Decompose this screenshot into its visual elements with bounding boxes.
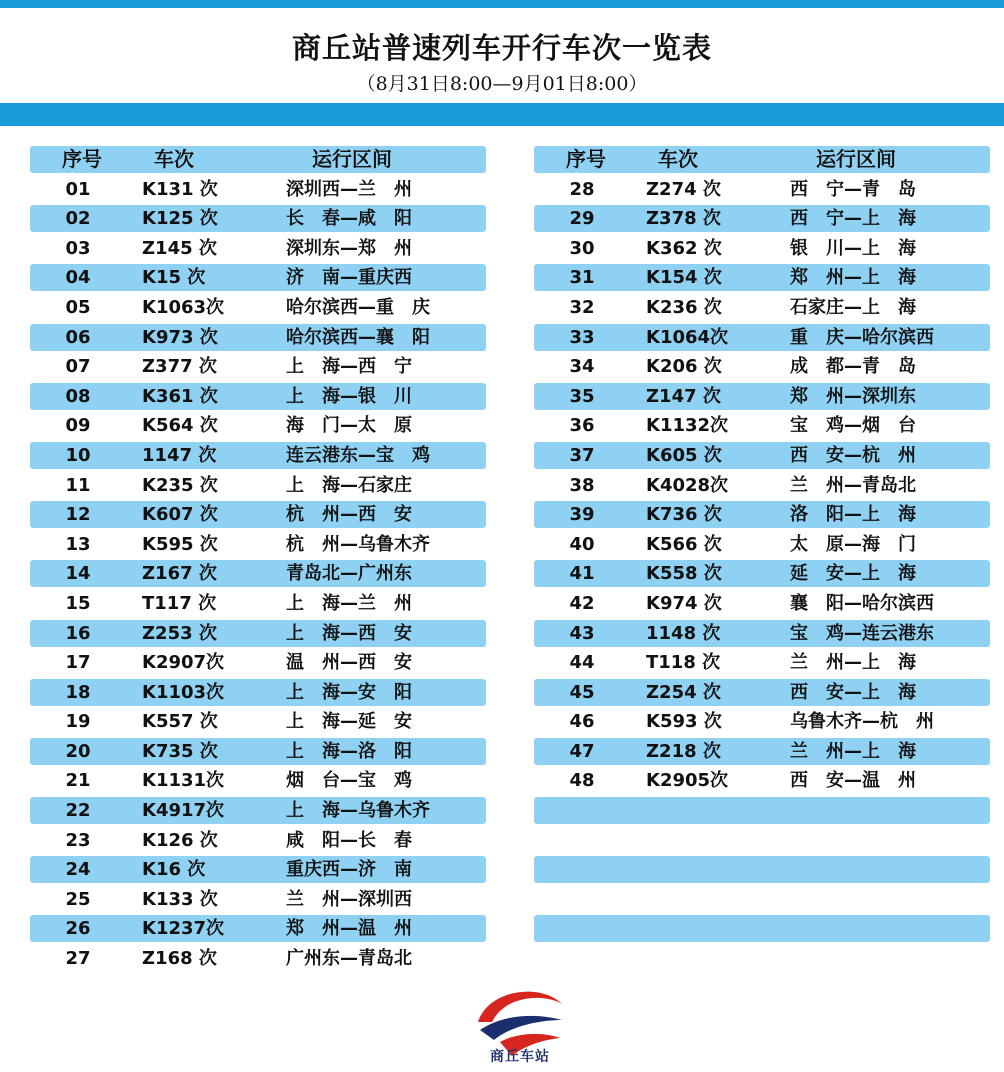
- row-num: 46: [569, 711, 595, 733]
- row-num: 22: [65, 800, 91, 822]
- table-row: [534, 294, 990, 321]
- row-num: 26: [65, 918, 91, 940]
- top-stripe: [0, 0, 1004, 8]
- table-row: [30, 649, 486, 676]
- row-num: 43: [569, 622, 595, 644]
- row-num: 16: [65, 622, 91, 644]
- row-num: 01: [65, 178, 91, 200]
- table-row: [30, 620, 486, 647]
- table-row: [534, 560, 990, 587]
- row-route: 广州东—青岛北: [286, 948, 412, 970]
- table-row: [534, 176, 990, 203]
- row-num: 07: [65, 356, 91, 378]
- table-row: [30, 472, 486, 499]
- row-train: K564 次: [142, 415, 218, 437]
- row-train: T117 次: [142, 592, 217, 614]
- row-train: Z167 次: [142, 563, 217, 585]
- row-num: 21: [65, 770, 91, 792]
- header-num: 序号: [62, 147, 102, 171]
- row-train: K4028次: [646, 474, 729, 496]
- row-route: 西 安—温 州: [790, 770, 916, 792]
- row-route: 西 安—杭 州: [790, 444, 916, 466]
- header-num: 序号: [566, 147, 606, 171]
- page-subtitle: （8月31日8:00—9月01日8:00）: [356, 73, 648, 95]
- table-row: [30, 827, 486, 854]
- row-num: 13: [65, 533, 91, 555]
- row-route: 上 海—安 阳: [286, 681, 412, 703]
- row-route: 延 安—上 海: [790, 563, 916, 585]
- table-row: [534, 383, 990, 410]
- row-num: 29: [569, 208, 595, 230]
- row-route: 上 海—石家庄: [286, 474, 412, 496]
- row-train: K15 次: [142, 267, 206, 289]
- header-train: 车次: [658, 147, 698, 171]
- row-route: 杭 州—西 安: [286, 504, 412, 526]
- table-row: [30, 353, 486, 380]
- left-table-body: [30, 176, 486, 972]
- table-row: [534, 324, 990, 351]
- table-row: [30, 679, 486, 706]
- row-route: 兰 州—上 海: [790, 652, 916, 674]
- row-train: Z253 次: [142, 622, 217, 644]
- row-train: K595 次: [142, 533, 218, 555]
- row-train: K133 次: [142, 888, 218, 910]
- row-train: K605 次: [646, 444, 722, 466]
- row-train: K557 次: [142, 711, 218, 733]
- row-route: 郑 州—温 州: [286, 918, 412, 940]
- table-row: [534, 708, 990, 735]
- row-train: K735 次: [142, 740, 218, 762]
- row-route: 重庆西—济 南: [286, 859, 412, 881]
- table-row: [30, 590, 486, 617]
- table-row: [30, 856, 486, 883]
- table-row: [30, 797, 486, 824]
- row-train: K362 次: [646, 237, 722, 259]
- row-train: K2907次: [142, 652, 225, 674]
- row-num: 36: [569, 415, 595, 437]
- row-train: K235 次: [142, 474, 218, 496]
- table-row: [30, 708, 486, 735]
- table-row: [30, 442, 486, 469]
- row-route: 咸 阳—长 春: [286, 829, 412, 851]
- row-route: 郑 州—深圳东: [790, 385, 916, 407]
- row-route: 深圳东—郑 州: [286, 237, 412, 259]
- row-num: 12: [65, 504, 91, 526]
- table-row: [30, 767, 486, 794]
- row-train: K1103次: [142, 681, 225, 703]
- row-route: 兰 州—深圳西: [286, 888, 412, 910]
- table-row: [534, 679, 990, 706]
- row-route: 洛 阳—上 海: [790, 504, 916, 526]
- table-row: [30, 264, 486, 291]
- table-row: [534, 856, 990, 883]
- row-train: Z274 次: [646, 178, 721, 200]
- table-row: [30, 383, 486, 410]
- table-row: [30, 738, 486, 765]
- row-num: 05: [65, 296, 91, 318]
- header-route: 运行区间: [816, 147, 896, 171]
- row-num: 31: [569, 267, 595, 289]
- row-route: 乌鲁木齐—杭 州: [790, 711, 934, 733]
- row-route: 济 南—重庆西: [286, 267, 412, 289]
- row-num: 23: [65, 829, 91, 851]
- row-route: 上 海—兰 州: [286, 592, 412, 614]
- row-num: 04: [65, 267, 91, 289]
- row-route: 兰 州—青岛北: [790, 474, 916, 496]
- row-train: K973 次: [142, 326, 218, 348]
- row-train: T118 次: [646, 652, 721, 674]
- row-train: K4917次: [142, 800, 225, 822]
- row-route: 哈尔滨西—重 庆: [286, 296, 430, 318]
- row-route: 襄 阳—哈尔滨西: [790, 592, 934, 614]
- row-train: Z377 次: [142, 356, 217, 378]
- row-train: K16 次: [142, 859, 206, 881]
- row-num: 27: [65, 948, 91, 970]
- row-train: Z147 次: [646, 385, 721, 407]
- row-num: 44: [569, 652, 595, 674]
- row-train: K974 次: [646, 592, 722, 614]
- row-num: 14: [65, 563, 91, 585]
- row-num: 11: [65, 474, 91, 496]
- row-train: K1064次: [646, 326, 729, 348]
- row-route: 上 海—延 安: [286, 711, 412, 733]
- row-route: 哈尔滨西—襄 阳: [286, 326, 430, 348]
- row-route: 兰 州—上 海: [790, 740, 916, 762]
- row-num: 08: [65, 385, 91, 407]
- row-num: 03: [65, 237, 91, 259]
- row-num: 09: [65, 415, 91, 437]
- row-train: K126 次: [142, 829, 218, 851]
- row-train: K154 次: [646, 267, 722, 289]
- table-header: [30, 146, 486, 173]
- row-num: 34: [569, 356, 595, 378]
- row-route: 重 庆—哈尔滨西: [790, 326, 934, 348]
- row-num: 30: [569, 237, 595, 259]
- row-route: 西 安—上 海: [790, 681, 916, 703]
- table-row: [534, 738, 990, 765]
- row-route: 西 宁—青 岛: [790, 178, 916, 200]
- row-train: K1131次: [142, 770, 225, 792]
- row-route: 西 宁—上 海: [790, 208, 916, 230]
- table-row: [30, 205, 486, 232]
- row-train: K736 次: [646, 504, 722, 526]
- row-train: K236 次: [646, 296, 722, 318]
- right-table-body: [534, 176, 990, 972]
- table-row: [534, 590, 990, 617]
- table-row: [30, 915, 486, 942]
- row-route: 上 海—乌鲁木齐: [286, 800, 430, 822]
- row-route: 连云港东—宝 鸡: [286, 444, 430, 466]
- table-row: [534, 620, 990, 647]
- table-row: [534, 767, 990, 794]
- row-route: 上 海—洛 阳: [286, 740, 412, 762]
- table-row: [534, 531, 990, 558]
- row-route: 温 州—西 安: [286, 652, 412, 674]
- row-num: 41: [569, 563, 595, 585]
- row-num: 18: [65, 681, 91, 703]
- table-row: [534, 472, 990, 499]
- row-num: 02: [65, 208, 91, 230]
- row-train: Z218 次: [646, 740, 721, 762]
- header-band: [0, 103, 1004, 126]
- table-row: [30, 176, 486, 203]
- row-train: K361 次: [142, 385, 218, 407]
- logo-text: 商丘车站: [490, 1049, 550, 1065]
- row-route: 宝 鸡—烟 台: [790, 415, 916, 437]
- row-train: K1063次: [142, 296, 225, 318]
- table-row: [534, 797, 990, 824]
- row-num: 39: [569, 504, 595, 526]
- row-train: K2905次: [646, 770, 729, 792]
- row-train: 1148 次: [646, 622, 721, 644]
- row-train: K1132次: [646, 415, 729, 437]
- row-train: 1147 次: [142, 444, 217, 466]
- row-route: 青岛北—广州东: [286, 563, 412, 585]
- table-row: [534, 235, 990, 262]
- table-row: [534, 264, 990, 291]
- table-row: [534, 501, 990, 528]
- table-row: [30, 531, 486, 558]
- table-row: [30, 501, 486, 528]
- row-train: K558 次: [646, 563, 722, 585]
- table-header: [534, 146, 990, 173]
- row-num: 33: [569, 326, 595, 348]
- row-num: 35: [569, 385, 595, 407]
- row-route: 宝 鸡—连云港东: [790, 622, 934, 644]
- table-row: [534, 886, 990, 913]
- row-train: Z168 次: [142, 948, 217, 970]
- table-row: [30, 560, 486, 587]
- table-row: [534, 442, 990, 469]
- table-row: [534, 945, 990, 972]
- row-num: 47: [569, 740, 595, 762]
- table-row: [534, 353, 990, 380]
- row-route: 上 海—银 川: [286, 385, 412, 407]
- table-row: [534, 205, 990, 232]
- row-num: 42: [569, 592, 595, 614]
- row-num: 32: [569, 296, 595, 318]
- row-num: 20: [65, 740, 91, 762]
- table-row: [534, 827, 990, 854]
- row-route: 成 都—青 岛: [790, 356, 916, 378]
- table-row: [30, 235, 486, 262]
- row-num: 37: [569, 444, 595, 466]
- row-num: 24: [65, 859, 91, 881]
- table-row: [534, 915, 990, 942]
- row-train: K1237次: [142, 918, 225, 940]
- row-num: 15: [65, 592, 91, 614]
- row-num: 38: [569, 474, 595, 496]
- table-row: [30, 294, 486, 321]
- row-num: 06: [65, 326, 91, 348]
- row-route: 郑 州—上 海: [790, 267, 916, 289]
- row-train: K125 次: [142, 208, 218, 230]
- row-route: 石家庄—上 海: [790, 296, 916, 318]
- left-table: [30, 146, 486, 975]
- row-train: K607 次: [142, 504, 218, 526]
- row-num: 28: [569, 178, 595, 200]
- header-route: 运行区间: [312, 147, 392, 171]
- row-train: K206 次: [646, 356, 722, 378]
- row-route: 银 川—上 海: [790, 237, 916, 259]
- row-train: Z145 次: [142, 237, 217, 259]
- row-train: Z254 次: [646, 681, 721, 703]
- row-num: 19: [65, 711, 91, 733]
- row-train: Z378 次: [646, 208, 721, 230]
- header-train: 车次: [154, 147, 194, 171]
- row-num: 17: [65, 652, 91, 674]
- right-table: [534, 146, 990, 975]
- row-train: K593 次: [646, 711, 722, 733]
- table-row: [30, 412, 486, 439]
- row-route: 海 门—太 原: [286, 415, 412, 437]
- table-row: [30, 945, 486, 972]
- row-route: 上 海—西 安: [286, 622, 412, 644]
- row-train: K566 次: [646, 533, 722, 555]
- table-row: [30, 324, 486, 351]
- row-num: 10: [65, 444, 91, 466]
- row-num: 45: [569, 681, 595, 703]
- table-row: [534, 412, 990, 439]
- row-num: 48: [569, 770, 595, 792]
- table-row: [30, 886, 486, 913]
- page-title: 商丘站普速列车开行车次一览表: [291, 31, 712, 65]
- table-row: [534, 649, 990, 676]
- row-route: 太 原—海 门: [790, 533, 916, 555]
- row-route: 杭 州—乌鲁木齐: [286, 533, 430, 555]
- row-route: 烟 台—宝 鸡: [286, 770, 412, 792]
- row-route: 长 春—咸 阳: [286, 208, 412, 230]
- row-train: K131 次: [142, 178, 218, 200]
- row-route: 上 海—西 宁: [286, 356, 412, 378]
- row-num: 25: [65, 888, 91, 910]
- row-num: 40: [569, 533, 595, 555]
- row-route: 深圳西—兰 州: [286, 178, 412, 200]
